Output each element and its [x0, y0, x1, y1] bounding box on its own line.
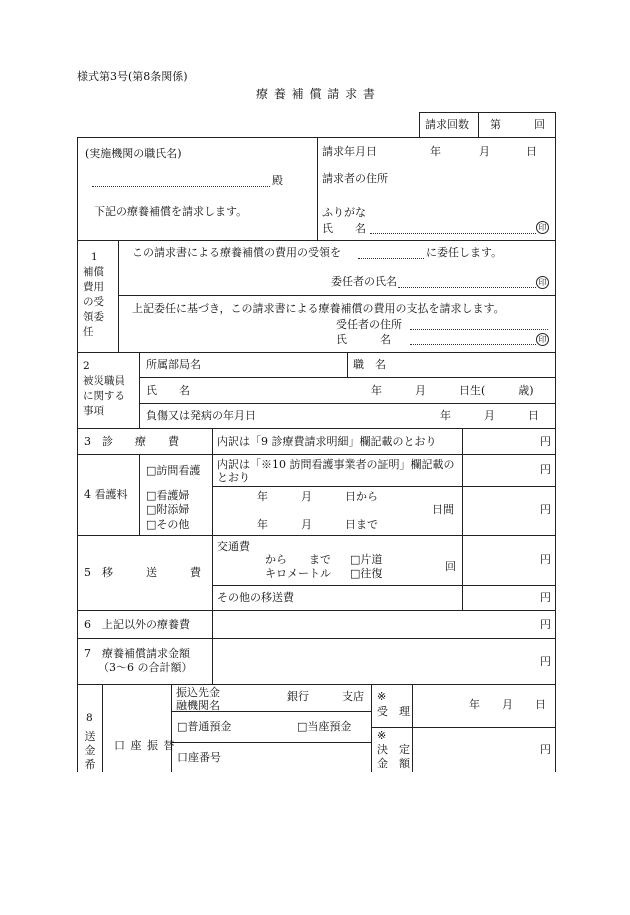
delegator-field[interactable] — [398, 287, 536, 288]
claim-date-year[interactable]: 年 — [430, 145, 441, 158]
receiver-name-field[interactable] — [410, 344, 536, 345]
receipt-mark: ※ — [377, 690, 387, 703]
entrust-post: に委任します。 — [426, 246, 503, 259]
claim-count-value[interactable]: 第 回 — [490, 118, 545, 131]
request-text: 下記の療養補償を請求します。 — [94, 205, 248, 218]
furigana-label: ふりがな — [322, 206, 366, 219]
entrust-field[interactable] — [358, 258, 424, 259]
bank-label-1: 振込先金 — [176, 686, 220, 699]
sec8-vertical-label: 送金希 — [84, 730, 96, 771]
sec7-label-1: 7 療養補償請求金額 — [84, 647, 190, 660]
times-label: 回 — [445, 560, 456, 573]
receipt-label: 受 理 — [377, 705, 410, 718]
receiver-name-label: 氏 名 — [336, 333, 391, 346]
bank-text[interactable]: 銀行 — [287, 690, 309, 703]
claim-date-day[interactable]: 日 — [526, 145, 537, 158]
applicant-address-label: 請求者の住所 — [322, 172, 388, 185]
dono-text: 殿 — [272, 174, 283, 187]
nursing-days-label: 日間 — [432, 503, 454, 516]
entrust-pre: この請求書による療養補償の費用の受領を — [132, 246, 341, 259]
sec8-number: 8 — [86, 712, 93, 724]
form-number: 様式第3号(第8条関係) — [77, 70, 188, 83]
sec6-yen: 円 — [540, 618, 551, 631]
sec6-label: 6 上記以外の療養費 — [84, 618, 190, 631]
receiver-address-field[interactable] — [410, 329, 548, 330]
sec4-label: 4 看護料 — [84, 488, 128, 501]
sec5-yen-2: 円 — [540, 591, 551, 604]
sec3-yen: 円 — [540, 435, 551, 448]
round-trip-checkbox[interactable]: □往復 — [350, 567, 383, 580]
seal-icon: 印 — [536, 276, 549, 289]
injury-date-label: 負傷又は発病の年月日 — [146, 409, 256, 422]
nursing-to-date[interactable]: 年 月 日まで — [257, 518, 378, 531]
decision-label-2: 金 額 — [377, 757, 410, 770]
recipient-field[interactable] — [92, 186, 270, 187]
transport-km[interactable]: キロメートル — [265, 567, 331, 580]
sec5-label: 5 移 送 費 — [84, 566, 201, 579]
visit-nursing-checkbox[interactable]: □訪問看護 — [146, 464, 201, 477]
form-title: 療 養 補 償 請 求 書 — [256, 87, 376, 101]
sec7-label-2: （3～6 の合計額） — [98, 661, 193, 674]
receiver-address-label: 受任者の住所 — [336, 318, 402, 331]
decision-yen: 円 — [540, 743, 551, 756]
receipt-date[interactable]: 年 月 日 — [469, 698, 546, 711]
bank-label-2: 融機関名 — [176, 699, 220, 712]
current-deposit-checkbox[interactable]: □当座預金 — [297, 720, 352, 733]
one-way-checkbox[interactable]: □片道 — [350, 553, 383, 566]
dept-label: 所属部局名 — [146, 358, 201, 371]
employee-name-label: 氏 名 — [146, 384, 190, 397]
branch-text[interactable]: 支店 — [342, 690, 364, 703]
claim-date-month[interactable]: 月 — [479, 145, 490, 158]
injury-date[interactable]: 年 月 日 — [440, 409, 539, 422]
claim-count-label: 請求回数 — [425, 118, 469, 131]
account-number-label: 口座番号 — [177, 751, 221, 764]
seal-icon: 印 — [536, 333, 549, 346]
nurse-checkbox[interactable]: □看護婦 — [146, 489, 190, 502]
transfer-label: 口 座 振 替 — [114, 739, 176, 752]
sec7-yen: 円 — [540, 655, 551, 668]
delegator-label: 委任者の氏名 — [331, 275, 397, 288]
recipient-label: (実施機関の職氏名) — [85, 147, 182, 160]
sec1-request-text: 上記委任に基づき，この請求書による療養補償の費用の支払を請求します。 — [132, 302, 505, 315]
attendant-checkbox[interactable]: □附添婦 — [146, 503, 190, 516]
position-label: 職 名 — [353, 358, 386, 371]
applicant-name-label: 氏 名 — [322, 222, 366, 235]
visit-nursing-detail: 内訳は「※10 訪問看護事業者の証明」欄記載のとおり — [217, 458, 455, 484]
transport-from-to[interactable]: から まで — [265, 553, 331, 566]
applicant-name-field[interactable] — [370, 233, 536, 234]
sec4-yen-2: 円 — [540, 503, 551, 516]
sec3-detail: 内訳は「9 診療費請求明細」欄記載のとおり — [217, 435, 437, 448]
nursing-from-date[interactable]: 年 月 日から — [257, 490, 378, 503]
claim-date-label: 請求年月日 — [322, 145, 377, 158]
birth-date[interactable]: 年 月 日生( 歳) — [371, 384, 534, 397]
seal-icon: 印 — [536, 221, 549, 234]
page: 様式第3号(第8条関係) 療 養 補 償 請 求 書 請求回数 第 回 (実施機関の職氏名) 殿 下記の療養補償を請求します。 請求年月日 年 月 日 請求者の住所 ふりがな 氏 名 印 1 補償 費用 の受 領委 任 この請求書による療養補償の費用の受領を に委任します。 委任者の氏名 印 上記委任に基づき，この請求書による療養補償の費用の支払を請求します。 受任者の住所 氏 名 印 2 被災職員 に関する 事項 所属部局名 職 名 氏 名 年 月 日生( 歳) 負傷又は発病の年月日 年 月 日 3 診 療 費 内訳は「9 診療費請求明細」欄記載のとおり 円 4 看護料 □訪問看護 内訳は「※10 訪問看護事業者の証明」欄記載のとおり 円 □看護婦 □附添婦 □その他 年 月 日から 日間 年 月 日まで 円 5 移 送 費 交通費 から まで □片道 キロメートル □往復 回 円 その他の移送費 円 6 上記以外の療養費 円 7 療養補償請求金額 （3～6 の合計額） 円 8 送金希 口 座 振 替 振込先金 融機関名 銀行 支店 □普通預金 □当座預金 口座番号 ※ 受 理 年 月 日 ※ 決 定 金 額 円 — [0, 0, 630, 915]
sec3-label: 3 診 療 費 — [84, 435, 179, 448]
ordinary-deposit-checkbox[interactable]: □普通預金 — [177, 720, 232, 733]
decision-label-1: 決 定 — [377, 743, 410, 756]
sec4-yen: 円 — [540, 463, 551, 476]
sec5-yen: 円 — [540, 553, 551, 566]
other-checkbox[interactable]: □その他 — [146, 518, 190, 531]
decision-mark: ※ — [377, 729, 387, 742]
transport-label: 交通費 — [217, 540, 250, 553]
other-transport-label: その他の移送費 — [217, 591, 294, 604]
